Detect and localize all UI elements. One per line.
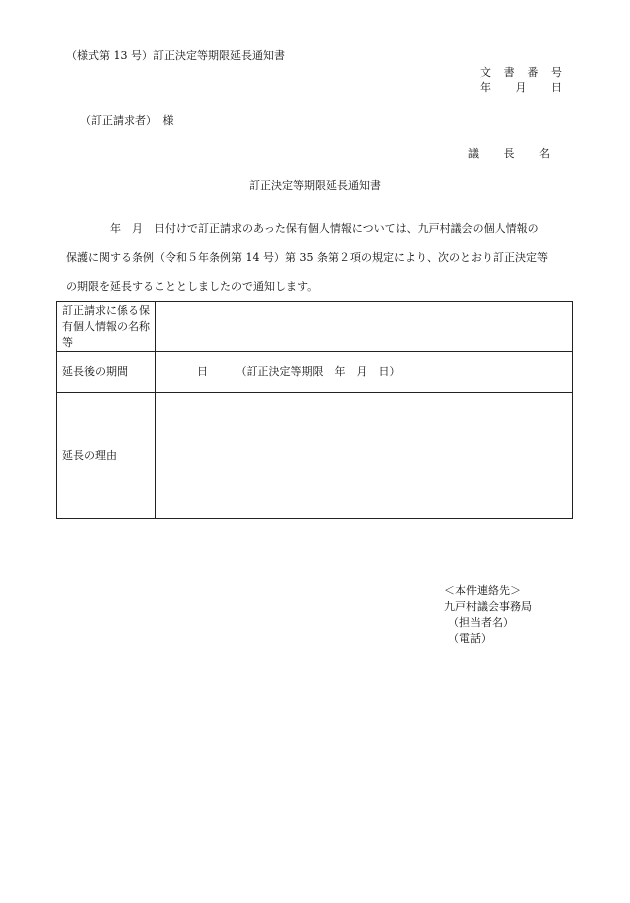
body-line: の期限を延長することとしましたので通知します。 bbox=[66, 280, 319, 293]
recipient: （訂正請求者） 様 bbox=[80, 114, 174, 127]
info-name-value bbox=[156, 302, 573, 352]
sender-char: 議 bbox=[468, 147, 479, 160]
period-day: 日 bbox=[197, 365, 208, 378]
body-line: 年 月 日付けで訂正請求のあった保有個人情報については、九戸村議会の個人情報の bbox=[110, 222, 539, 235]
date-month: 月 bbox=[515, 81, 527, 94]
info-name-label: 訂正請求に係る保有個人情報の名称等 bbox=[57, 302, 156, 352]
body-line: 保護に関する条例（令和５年条例第 14 号）第 35 条第２項の規定により、次のとおり訂正決定等 bbox=[66, 251, 548, 264]
contact-person: （担当者名） bbox=[448, 616, 514, 629]
extended-period-label: 延長後の期間 bbox=[57, 352, 156, 393]
document-number-char: 番 bbox=[527, 66, 539, 79]
extension-reason-value bbox=[156, 393, 573, 519]
form-number: （様式第 13 号）訂正決定等期限延長通知書 bbox=[66, 49, 285, 62]
info-table bbox=[56, 301, 573, 519]
contact-office: 九戸村議会事務局 bbox=[444, 600, 532, 613]
sender-char: 名 bbox=[539, 147, 550, 160]
contact-block bbox=[444, 583, 532, 647]
sender-char: 長 bbox=[503, 147, 515, 160]
date-year: 年 bbox=[480, 81, 491, 94]
issue-date bbox=[480, 81, 562, 95]
extended-period-value bbox=[156, 352, 573, 393]
table-row bbox=[57, 302, 573, 352]
date-day: 日 bbox=[551, 81, 562, 94]
contact-phone: （電話） bbox=[448, 632, 492, 645]
table-row bbox=[57, 393, 573, 519]
document-number bbox=[480, 66, 562, 80]
document-number-char: 文 bbox=[480, 66, 491, 79]
extension-reason-label: 延長の理由 bbox=[57, 393, 156, 519]
body-text bbox=[66, 214, 566, 301]
sender bbox=[468, 147, 550, 161]
document-number-char: 書 bbox=[503, 66, 515, 79]
document-title: 訂正決定等期限延長通知書 bbox=[249, 179, 381, 192]
period-deadline-note: （訂正決定等期限 年 月 日） bbox=[235, 365, 401, 378]
document-number-char: 号 bbox=[550, 66, 562, 79]
contact-heading: ＜本件連絡先＞ bbox=[444, 584, 521, 597]
table-row bbox=[57, 352, 573, 393]
